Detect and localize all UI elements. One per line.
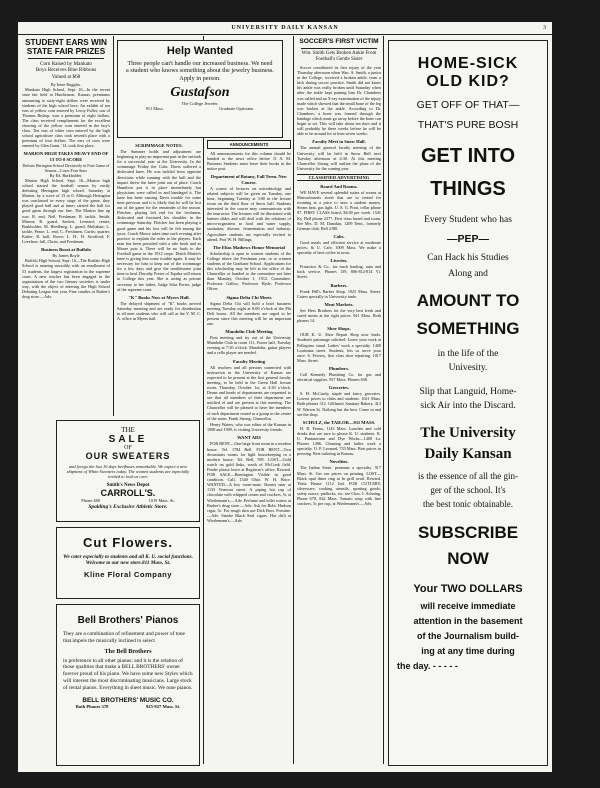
ad-line: Slip that Languid, Home- [419, 387, 517, 397]
subheading: Faculty Meet in Snow Hall. [312, 139, 366, 145]
ad-line: Can Hack his Studies [427, 253, 509, 263]
article-body: First meeting and try out of the University Mandolin Club in room 111, Fraser hall, Tuesday evening at 7:30 o'clock. Mandolin, guitar players and a cello player are needed. [207, 335, 291, 356]
subheading: Barbers. [330, 282, 348, 288]
deck-line: Corn Raised by Mankato [39, 61, 92, 67]
ad-line: AMOUNT TO [416, 291, 520, 310]
subheading: Sigma Delta Chi Meets [226, 294, 272, 300]
column-1 [22, 38, 110, 416]
ad-address: 911 Mass. [145, 106, 164, 112]
article-body: Henry Waters, who was editor of the Kansan in 1908 and 1909, is visiting University friends. [207, 422, 291, 433]
classified-body: S. H. McCurdy, staple and fancy groceries. Lowest prices to clubs and students. 1021 Mass. Both phones 312. Gillham's Sanitary Bakery, 413 W. Warren St. Nothing but the best. Come in and see the shop. [297, 391, 381, 417]
article-body: The annual general faculty meeting of the University will be held in Snow Hall next Tuesday afternoon at 4:30. At this meeting Chancellor Strong will outline the plans of the University for the coming year. [297, 145, 381, 171]
classified-body: OUR K. U. Shoe Repair Shop now leads. Student's patronage solicited. Leave your work at Pellegrino stand. Ladies' work a specialty. 1400 Louisiana street. Students, lets us serve your once. S. Fewsey, first class shoe repairing. 1017 Mass. Street. [297, 332, 381, 363]
ad-line: Univesity. [448, 363, 488, 373]
ad-title: Bell Brothers' Pianos [77, 615, 179, 626]
column-rule [113, 36, 114, 416]
ad-brand: Smith's News Depot [106, 482, 150, 488]
ad-line: GET OFF OF THAT— [416, 99, 520, 111]
ad-address: 925-927 Mass. St. [146, 703, 181, 709]
subheading: The Elias Mathews Honor Memorial [213, 244, 285, 250]
ad-line: Daily Kansan [424, 446, 512, 462]
ad-text: Three people can't handle our increased business. We need a student who knows something about the jewelry business. Apply in person. [126, 60, 274, 82]
section-title: ANNOUNCEMENTS [207, 140, 291, 149]
classified-body: Frank Hill's Barber Shop, 1025 Mass. Street. Caters specially to University trade. [297, 288, 381, 299]
masthead: UNIVERSITY DAILY KANSAN [231, 25, 339, 31]
ad-name: Kline Floral Company [83, 570, 173, 580]
classified-body: WE HAVE several splendid suites of rooms at Massachusetts street that are to rented for rooming at a price to save a student money. Steam heat, gas light. U. S. G. Pratt, cellar phone 97. FIRST CLASS board, $4.00 per week. 1541 Ky. Bell phone 2377. First class board and room. See Mrs. D. M. Dunakin, 1209 Tenn., formerly German club. Bell 2180. [297, 190, 381, 231]
pianos-ad [56, 604, 200, 766]
ad-line: is the essence of all the gin- [418, 471, 518, 481]
ad-line: GET INTO [420, 145, 516, 167]
subdeck: Defeats Herington School Decisively in First Game of Season—Loses Four Stars [22, 162, 110, 173]
ad-line: THINGS [430, 178, 506, 200]
page-number: 3 [543, 25, 546, 31]
subheading: Board And Rooms. [320, 183, 358, 189]
article-body: All announcements for this column should be handed to the news office before 11 A. M. Business Students must leave their books in the notice post. [207, 151, 291, 172]
ad-text: They are a combination of refinement and power of tone that impels the musically inclined to select [63, 631, 185, 644]
column-2 [117, 140, 201, 416]
article-body: All teachers and all persons connected with instruction in the University of Kansas are expected to be present at the first general faculty meeting, to be held in the Green Hall lecture room, Thursday, October 1st, at 4:30 o'clock. Deans and heads of departments are requested to see that all members of their department are notified of and are present at this meeting. The Chancellor will be pleased to have the members of each department seated as a group in the center of the room. Frank Strong, Chancellor. [207, 364, 291, 421]
sweaters-ad [56, 420, 200, 522]
classified-body: See Hess Brothers for the very best fresh and cured meats at the right prices. 941 Mass. Both phones 14. [297, 307, 381, 324]
column-rule [293, 36, 294, 764]
ad-line: Every Student who has [424, 215, 512, 225]
ad-line: sick Air into the Discard. [420, 401, 516, 411]
ad-line: Your TWO DOLLARS [413, 583, 523, 595]
ad-line: SALE [108, 434, 148, 445]
help-wanted-ad [117, 40, 283, 138]
column-4 [297, 38, 381, 764]
subheading: MARION HIGH TAKES HEAVY END OF 13 TO 0 SCORE [23, 151, 109, 162]
ad-line: —PEP— [446, 233, 489, 245]
subheading: Plumbers. [328, 365, 350, 371]
subheading: Cabs. [333, 233, 345, 239]
ad-brand: Gustafson [170, 85, 230, 101]
ad-title: Help Wanted [166, 45, 234, 57]
column-3 [207, 140, 291, 764]
article-body: Scholarship is open to women students of the College above the Freshman year, or to women students of the Graduate School. Applications for this scholarship may be left at the office of the Chancellor or handed to the committee not later than Monday, October 1, 1912. Committee, Professor Galloo, Professor Hyde, Professor Oliver. [207, 250, 291, 292]
classified-body: Call Kennedy Plumbing Co. for gas and electrical supplies. 937 Mass. Phones 658. [297, 371, 381, 383]
article-body: The delayed shipment of "K" books arrived Saturday morning and are ready for distribution to all men students who will call at the Y. M. C. A. office in Myers hall. [117, 300, 201, 322]
ad-line: in the life of the [437, 349, 499, 359]
ad-line: THAT'S PURE BOSH [417, 119, 519, 131]
subheading: "K" Books Now at Myers Hall. [128, 294, 190, 300]
ad-line: of the Journalism build- [416, 631, 519, 641]
article-body: Marion High School, Sept. 16—Marion high school started the football season by easily defeating Herington high school, Saturday at Marion, by a score of 13 to 0. Although Herington was outclassed in every stage of the game, they played good ball and at times carried the ball for good gains through our line. The Marion line up was: R. end, Neil, Freshman; R. tackle, Smith, Minear; R. guard, Sackett, Leonard; center, Burkholder; M. Heedburg, L. guard, Moliahan; L. tackle, Pease; L. end, C. Freshmen, Curtis; quarter, Kuber; R. half, Rowe; L. H., H. Swafford; F. Lovelace; full, Christ, and Freshmen. [22, 177, 110, 245]
section-title: CLASSIFIED ADVERTISING [297, 174, 381, 181]
deck-line: Boys Receives Blue Ribbons [35, 67, 97, 74]
article-body: Mankato High School, Sept. 16—In the recent state fair held at Hutchinson, Kansas, premiums amounting to sixty-eight dollars were received by students of the high school here. An exhibit of ten ears of yellow corn entered by Leroy Fuller, son of Thomas Bishop, won a premium of eight dollars. The class received compliments for the excellent showing of the yellow corn entered in the boy's class. Ten ears of white corn entered by the high school agriculture class took seventh place with a premium of four dollars. The ears of corn were entered by Glen Grant, '14, took first place. [22, 87, 110, 149]
ad-line: OLD KID? [426, 73, 510, 90]
classified-body: Good meals and efficient service at moderate prices, & U. Cafe, 1009 Mass. We make a specialty of best coffee in town. [297, 239, 381, 256]
ad-line: OF [124, 445, 132, 451]
ad-center: The Bell Brothers [104, 647, 152, 655]
flowers-ad [56, 527, 200, 599]
ad-line: SOMETHING [416, 319, 520, 338]
newspaper-page [18, 22, 552, 772]
headline-line: STUDENT EARS WIN [25, 38, 107, 47]
deck-line: Valued at $68 [51, 73, 81, 80]
ad-phone: Both Phones 378 [75, 703, 109, 709]
classified-body: H. R. Fenno, 1143 Mass. Lunches and cold drinks that are sure to please K. U. students. K. U. Pantatorium and Dye Works—1400 La. Phones 1496. Cleaning and ladies work a specialty. O. P. Leonard, 733 Mass. Best prices in pressing. Best tailoring in Kansas. [297, 425, 381, 457]
ad-phone: Phone 469 [81, 497, 100, 503]
ad-line: attention in the basement [413, 616, 523, 626]
ad-line: the best tonic obtainable. [423, 499, 513, 509]
article-body: FOR RENT—One large front room in a modern house. Tel. 1784 Bell. FOR RENT—Two downstairs rooms for light housekeeping in a modern house. Tel. Bell, 995. LOST—Gold watch on gold links, south of McCook field. Finder please leave at Registrar's office. Reward. FOR SALE—Remington Visible in good condition. Call, 1340 Ohio. W. H. Brice. WANTED—A boy room-mate. Rooms near at 1133 Vermont street. A piping hot cup of chocolate with whipped cream and crackers, 5c at Wiedemann's.—Adv. Perfume and toilet waters at Barber's drug store.—Adv. Ask for Bobt. Hudson cigar, 5c. For rough skin use Dick Bros. Frostine.—Adv. Smoke Black Seal cigars. Hot chili at Wiedemann's.—Adv. [207, 441, 291, 523]
column-rule [383, 36, 384, 764]
ad-text: in preference to all other pianos: and it is the relation of those qualities that make a BELL BROTHERS' owner forever proud of his piano. We have some new Styles which will interest the most discriminating musicians. Large stock of rental pianos. Everything in sheet music. We tune pianos. [63, 657, 193, 691]
headline: SOCCER'S FIRST VICTIM [299, 38, 379, 45]
ad-line: SUBSCRIBE [417, 523, 519, 542]
ad-line: The University [420, 425, 516, 441]
ad-line: THE [121, 426, 135, 434]
column-rule [203, 36, 204, 764]
subheading: Business Boost at Buffalo [41, 247, 91, 253]
ad-line: ing at any time during [421, 646, 515, 656]
masthead-rule [18, 34, 552, 35]
classified-body: Francisco & Co., for truck hauling, auto and hack service. Phones 139, 806-812-814 Vt. Street. [297, 264, 381, 280]
ad-line: the day. - - - - - [397, 661, 458, 671]
byline: By Ed. Burkholder. [49, 172, 83, 178]
ad-line: OUR SWEATERS [85, 451, 171, 461]
ad-line: will receive immediate [420, 601, 516, 611]
subheading: WANT ADS [237, 435, 261, 441]
article-body: The Summer holds and adjustment are beginning to play an important part in the outlook for a successful year at the University. In the scrimmage Friday the Cubs, Davis suffered a dislocated knee. He was tackled from opposite directions while running with the ball and the impact threw the knee joint out of place. Coach Hamilton put it in place immediately but physicians were called in and bandaged it. The knee has been causing Davis trouble for some time previous and it is likely that he will be lost out of the game for the remainder of the season. Fletcher, playing left end for the freshmen, dislocated and fractured his shoulder in the scrimmage Saturday. Fletcher has been playing a good game and his loss will be felt among the tyros. Coach Moore takes time each evening after practice to explain the rules to the players. Each man has been provided with a rule book and as Moore puts it, There will be no fouls to the Football game in the 1912 crops. Dutch Martin's knee is giving him some trouble again. It may be necessary for him to keep out of the scrimmage for a few days and give the troublesome joint time to heal. Dorothy Porter of Topeka will return to College this year. She is acting as private secretary to her father, Judge Silas Porter, judge of the supreme court. [117, 149, 201, 292]
ad-name: CARROLL'S. [100, 487, 156, 498]
subheading: Novelties. [329, 459, 349, 465]
ad-tagline: The College Jeweler. [181, 101, 219, 107]
ad-text: We cater especially to students and all K. U. social functions. Welcome to our new store.811 Mass. St. [63, 554, 193, 567]
subheading: Department of Botany, Fall Term. New Course. [210, 174, 288, 185]
subheading: Mandolin Club Meeting [225, 329, 273, 335]
article-body: A course of lectures on microbiology and related subjects will be given on Tuesday, one hour, beginning Tuesday at 3:00 in the lecture room on the third floor of Snow hall. Students interested in the course may communicate with the instructor. The lectures will be illustrated with lantern slides and will deal with the relations of micro-organisms to food and water supply, sanitation, disease, fermentation and industry. Agriculture students are especially invited to attend. Prof W. H. Billings. [207, 185, 291, 242]
classified-body: The Indian Store, pennants a specialty. 917 Mass. St. Get our prices on printing. LOST—Black opal diner ring at In grill avail. Reward. Theta House 1112 Ind. FOR CUTLERY, silverware, cooking utensils, sporting goods, safety razors, padlocks, etc. see Chas. J. Achning. Phone 678, 822 Mass. Tomato soup with fine crackers, 5c per cup, at Wiedemann's.—Adv. [297, 465, 381, 507]
headline-line: STATE FAIR PRIZES [26, 47, 106, 56]
ad-name: BELL BROTHERS' MUSIC CO. [82, 696, 174, 704]
subheading: SCHULZ, the TAILOR—911 MASS. [302, 419, 376, 425]
subheading: SCRIMMAGE NOTES. [135, 143, 183, 148]
ad-line: NOW [447, 549, 489, 568]
article-body: Sigma Delta Chi will hold a brief business meeting Tuesday night at 8:00 o'clock at the Phi Delt house. All the members are urged to be present since this meeting will be an important one. [207, 300, 291, 326]
ad-title: Cut Flowers. [82, 535, 173, 550]
ad-address: 1019 Mass. St. [148, 497, 175, 503]
ad-line: Along and [448, 269, 488, 279]
deck: Wm. Smith Gets Broken Ankle From Football's Gentle Sister [301, 51, 377, 62]
kansan-subscription-ad [388, 40, 548, 766]
ad-tagline: Spalding's Exclusive Athletic Store. [88, 503, 168, 510]
subheading: Shoe Shops. [327, 326, 351, 332]
byline: By James Boyle [52, 253, 80, 259]
article-body: Buffalo High School, Sept. 16—The Buffalo High School is running smoothly with an enrollment of 53 students, the largest registration in the supreme court. A new teacher has been engaged in the organization of the two literary societies is under way, with the object of entering the High School Debating League this year. Fine candies at Barber's drug store.—Adv. [22, 258, 110, 299]
subheading: Groceries. [328, 385, 350, 391]
ad-extra: Graduate Opticians. [219, 106, 255, 112]
ad-text: and forego the last 10 days beefbuses remarkable. We expect a new shipment of White Sweaters today. The women students are especially invited to look us over. [66, 464, 190, 480]
subheading: Meat Markets. [324, 301, 354, 307]
byline: By Irene Ruggles. [50, 82, 82, 88]
ad-line: HOME-SICK [417, 55, 519, 72]
subheading: Liveries. [330, 258, 348, 264]
article-body: Soccer contributed its first injury of the year Thursday afternoon when Wm. A. Smith, a junior in the College, received a broken ankle, from a kick during soccer practice. Smith did not know his ankle was really broken until Saturday when after the ankle kept paining him Dr. Chambers was called and an X-ray examination of the injury made which showed that the small bone of the leg was broken at the ankle. According to Dr. Chambers, a bone was formed through the bandage which must go away before the bone can begin to set. This will take about ten days and it will probably be three weeks before he will be able to be around for at least seven weeks. [297, 65, 381, 137]
subheading: Faculty Meeting [232, 358, 266, 364]
ad-line: ger of the school. It's [430, 485, 506, 495]
